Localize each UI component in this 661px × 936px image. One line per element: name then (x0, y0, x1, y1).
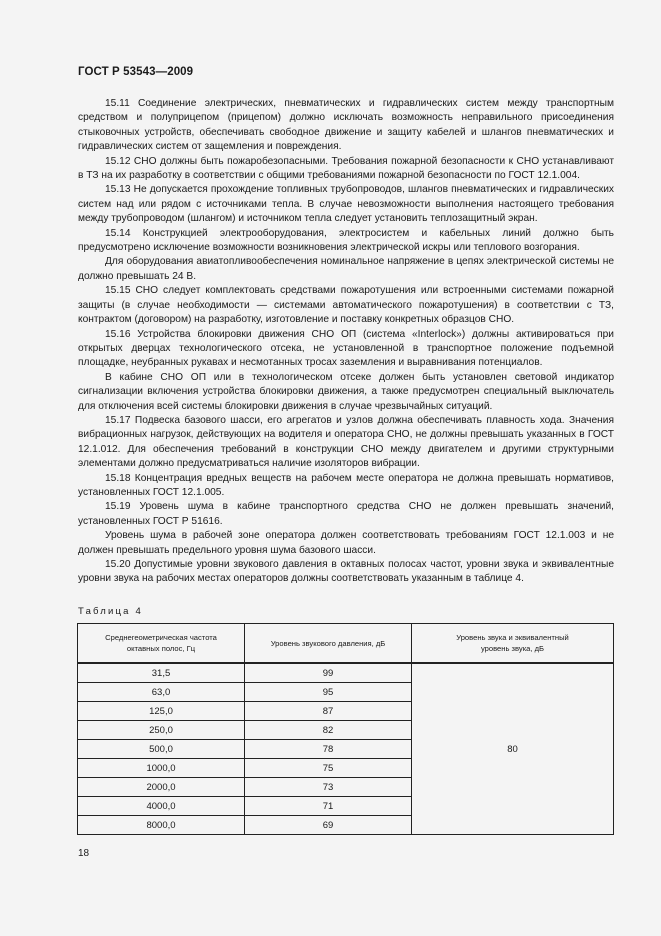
cell-pressure: 78 (245, 740, 412, 759)
header-frequency: Среднегеометрическая частота октавных полос, Гц (78, 624, 245, 664)
cell-frequency: 125,0 (78, 702, 245, 721)
cell-pressure: 95 (245, 683, 412, 702)
paragraph-15-20: 15.20 Допустимые уровни звукового давления в октавных полосах частот, уровни звука и эквивалентные уровни звука на рабочих местах операторов должны соответствовать указанным в таблице 4. (78, 559, 614, 585)
cell-pressure: 82 (245, 721, 412, 740)
paragraph-15-15: 15.15 СНО следует комплектовать средствами пожаротушения или встроенными системами пожарной защиты (в случае необходимости — системами автоматического пожаротушения) в соответствии с ТЗ, контрактом (договором) на разработку, изготовление и поставку конкретных образцов СНО. (78, 285, 614, 326)
cell-frequency: 31,5 (78, 663, 245, 683)
paragraph-15-14-voltage: Для оборудования авиатопливообеспечения номинальное напряжение в цепях электрической системы не должно превышать 24 В. (78, 256, 614, 282)
table-caption: Таблица 4 (78, 606, 143, 617)
paragraph-15-16: 15.16 Устройства блокировки движения СНО ОП (система «Interlock») должны активироваться при открытых дверцах технологического отсека, не установленной в транспортное положение подъемной площадке, неубранных рукавах и несмотанных тросах заземления и выравнивания потенциалов. (78, 328, 614, 369)
cell-sound-level-merged: 80 (412, 663, 614, 835)
cell-frequency: 2000,0 (78, 778, 245, 797)
paragraph-15-11: 15.11 Соединение электрических, пневматических и гидравлических систем между транспортным средством и полуприцепом (прицепом) должно исключать возможность неправильного присоединения стыковочных устройств, обеспечивать свободное движение и защиту кабелей и шлангов пневматических и гидравлических систем от защемления и повреждения. (78, 98, 614, 153)
cell-pressure: 69 (245, 816, 412, 835)
cell-frequency: 63,0 (78, 683, 245, 702)
page-number: 18 (78, 848, 90, 859)
cell-frequency: 4000,0 (78, 797, 245, 816)
table-row (78, 663, 614, 683)
paragraph-15-19: 15.19 Уровень шума в кабине транспортного средства СНО не должен превышать значений, установленных ГОСТ Р 51616. (78, 501, 614, 527)
paragraph-15-14: 15.14 Конструкцией электрооборудования, электросистем и кабельных линий должно быть предусмотрено исключение возможности возникновения электрической искры или теплового возгорания. (78, 227, 614, 254)
header-sound-level: Уровень звука и эквивалентный уровень звука, дБ (412, 624, 614, 664)
cell-pressure: 99 (245, 663, 412, 683)
body-text (78, 97, 614, 587)
table-header-row (78, 624, 614, 664)
header-sound-pressure: Уровень звукового давления, дБ (245, 624, 412, 664)
paragraph-15-18: 15.18 Концентрация вредных веществ на рабочем месте оператора не должна превышать нормативов, установленных ГОСТ 12.1.005. (78, 472, 614, 498)
cell-frequency: 8000,0 (78, 816, 245, 835)
cell-pressure: 87 (245, 702, 412, 721)
paragraph-15-17: 15.17 Подвеска базового шасси, его агрегатов и узлов должна обеспечивать плавность хода. Значения вибрационных нагрузок, действующих на водителя и оператора СНО, не должны превышать указанных в ГОСТ 12.1.012. Для обеспечения требований в конструкции СНО между двигателем и другими структурными элементами должно предусматриваться наличие изоляторов вибрации. (78, 414, 614, 470)
cell-frequency: 250,0 (78, 721, 245, 740)
document-header: ГОСТ Р 53543—2009 (78, 66, 194, 78)
cell-pressure: 75 (245, 759, 412, 778)
paragraph-15-13: 15.13 Не допускается прохождение топливных трубопроводов, шлангов пневматических и гидравлических систем над или рядом с источниками тепла. В случае невозможности выполнения настоящего требования между трубопроводом (шлангом) и источником тепла следует установить теплозащитный экран. (78, 184, 614, 225)
noise-levels-table (77, 623, 614, 835)
cell-frequency: 1000,0 (78, 759, 245, 778)
paragraph-15-19-operator: Уровень шума в рабочей зоне оператора должен соответствовать требованиям ГОСТ 12.1.003 и не должен превышать предельного уровня шума базового шасси. (78, 530, 614, 556)
cell-pressure: 71 (245, 797, 412, 816)
cell-pressure: 73 (245, 778, 412, 797)
paragraph-15-16-indicator: В кабине СНО ОП или в технологическом отсеке должен быть установлен световой индикатор сигнализации включения устройства блокировки движения, а также предусмотрен специальный выключатель для отключения всей системы блокировки движения в случае чрезвычайных ситуаций. (78, 371, 614, 412)
cell-frequency: 500,0 (78, 740, 245, 759)
paragraph-15-12: 15.12 СНО должны быть пожаробезопасными. Требования пожарной безопасности к СНО устанавливают в ТЗ на их разработку в соответствии с общими требованиями пожарной безопасности по ГОСТ 12.1.004. (78, 155, 614, 182)
